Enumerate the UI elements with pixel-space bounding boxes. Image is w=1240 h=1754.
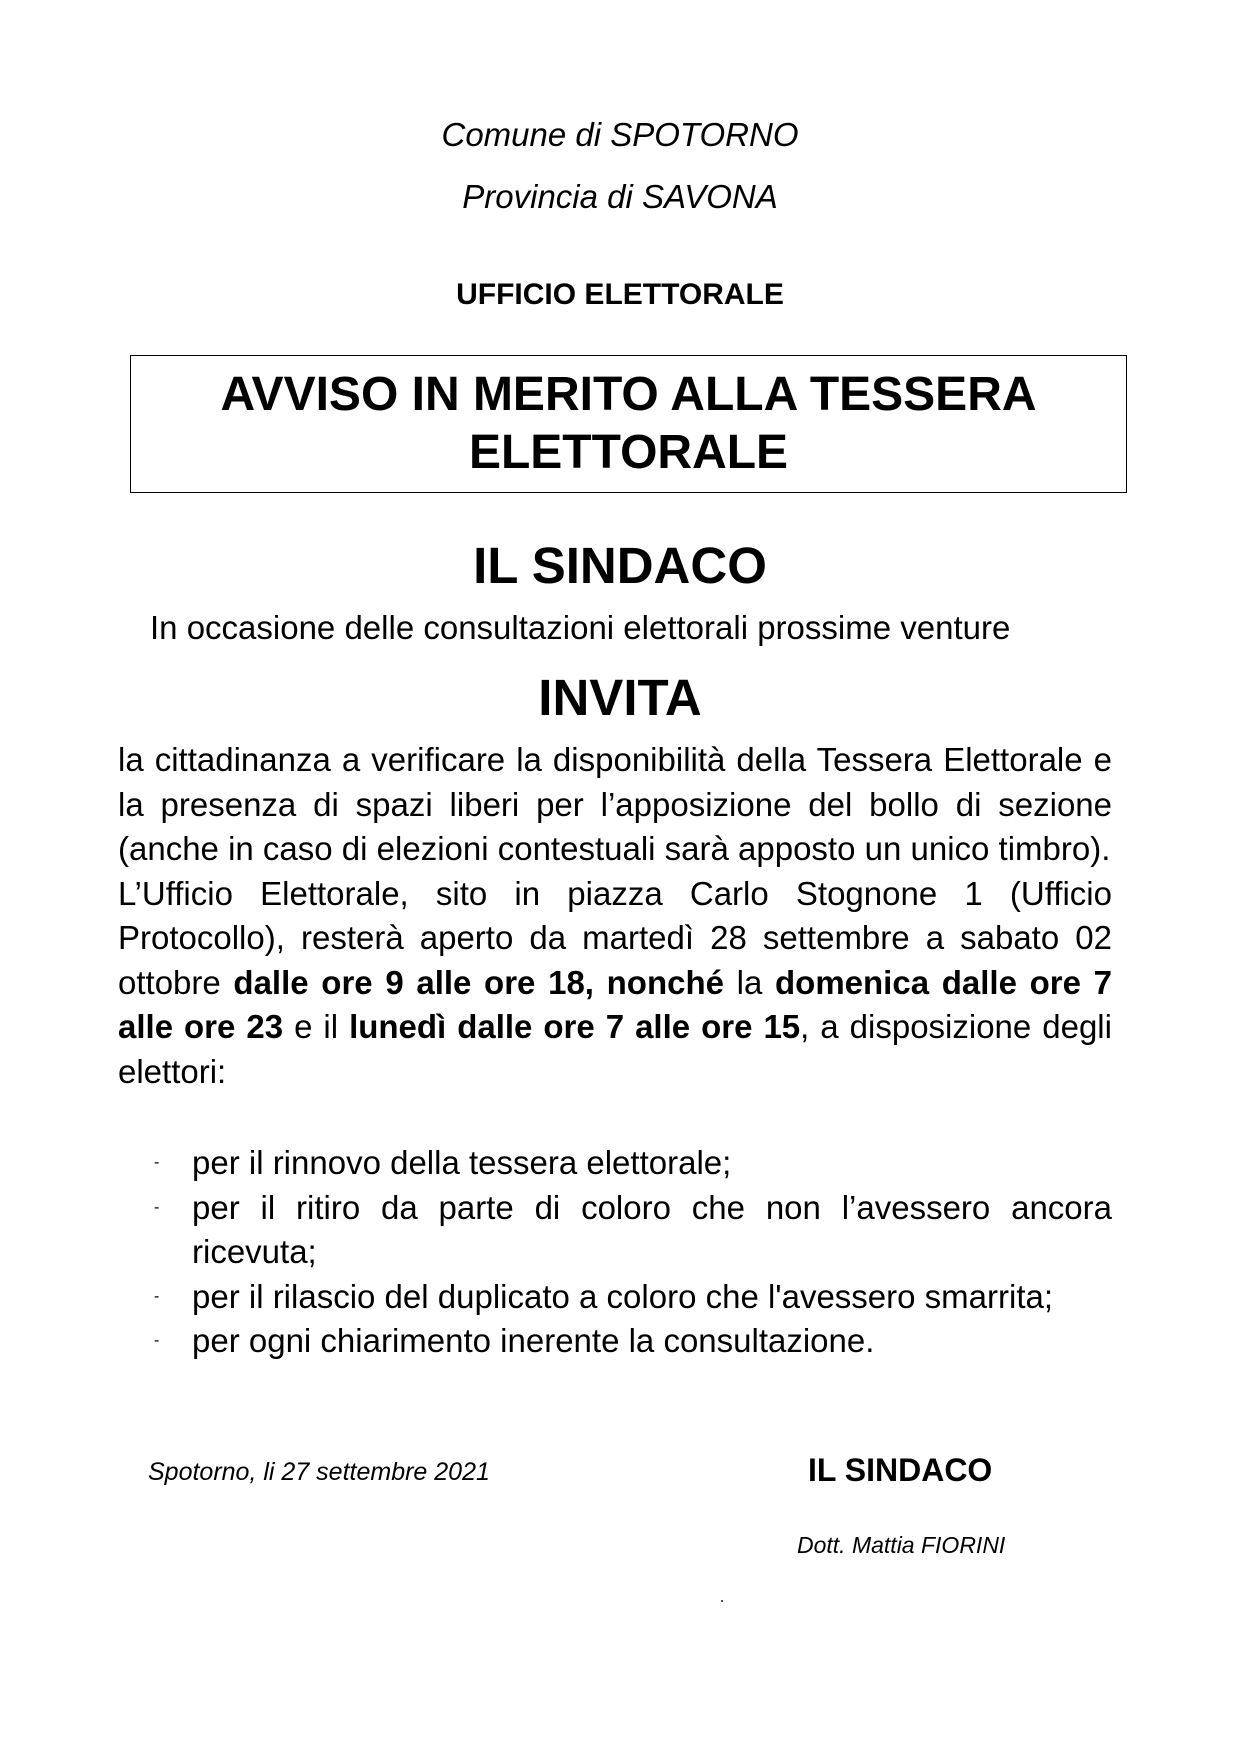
notice-title-box	[130, 355, 1127, 493]
notice-title-line-2: ELETTORALE	[468, 426, 789, 479]
paragraph-office-hours	[118, 872, 1112, 1095]
office-name: UFFICIO ELETTORALE	[456, 278, 784, 311]
office-hours-text-4: , a disposizione degli elettori:	[118, 1008, 1112, 1090]
list-item	[118, 1141, 1112, 1186]
signature-name: Dott. Mattia FIORINI	[797, 1532, 1006, 1558]
municipality-name: Comune di SPOTORNO	[441, 116, 799, 153]
office-hours-text-1: L’Ufficio Elettorale, sito in piazza Carlo Stognone 1 (Ufficio Protocollo), resterà aperto da martedì 28 settembre a sabato 02 ottobre	[118, 874, 1112, 1001]
list-item-text: per il rinnovo della tessera elettorale;	[192, 1144, 732, 1181]
province-name: Provincia di SAVONA	[462, 178, 778, 215]
list-item	[118, 1186, 1112, 1275]
notice-title-line-1: AVVISO IN MERITO ALLA TESSERA	[220, 368, 1037, 421]
monday-hours: lunedì dalle ore 7 alle ore 15	[349, 1008, 801, 1045]
weekday-hours: dalle ore 9 alle ore 18, nonché	[233, 963, 724, 1001]
list-item-text: per il rilascio del duplicato a coloro che l'avessero smarrita;	[192, 1277, 1054, 1315]
services-list	[118, 1141, 1112, 1364]
invita-heading: INVITA	[538, 669, 702, 726]
bullet-dash: -	[154, 1154, 160, 1171]
bullet-dash: -	[154, 1332, 160, 1349]
list-item	[118, 1319, 1112, 1364]
place-and-date: Spotorno, li 27 settembre 2021	[148, 1458, 490, 1486]
paragraph-invitation: la cittadinanza a verificare la disponibilità della Tessera Elettorale e la presenza di spazi liberi per l’apposizione del bollo di sezione (anche in caso di elezioni contestuali sarà apposto un unico timbro).	[118, 741, 1112, 867]
mayor-heading: IL SINDACO	[473, 537, 767, 594]
stray-dot	[721, 1600, 723, 1602]
list-item-text: per il ritiro da parte di coloro che non l’avessero ancora ricevuta;	[192, 1188, 1112, 1270]
sunday-hours: domenica dalle ore 7 alle ore 23	[118, 963, 1112, 1045]
intro-line: In occasione delle consultazioni elettorali prossime venture	[150, 609, 1011, 646]
bullet-dash: -	[154, 1287, 160, 1305]
list-item	[118, 1275, 1112, 1320]
list-item-text: per ogni chiarimento inerente la consultazione.	[192, 1322, 875, 1359]
bullet-dash: -	[154, 1198, 160, 1216]
notice-body	[118, 738, 1112, 1094]
office-hours-text-3: e il	[283, 1008, 350, 1045]
signature-title: IL SINDACO	[808, 1452, 993, 1488]
office-hours-text-2: la	[723, 963, 776, 1001]
